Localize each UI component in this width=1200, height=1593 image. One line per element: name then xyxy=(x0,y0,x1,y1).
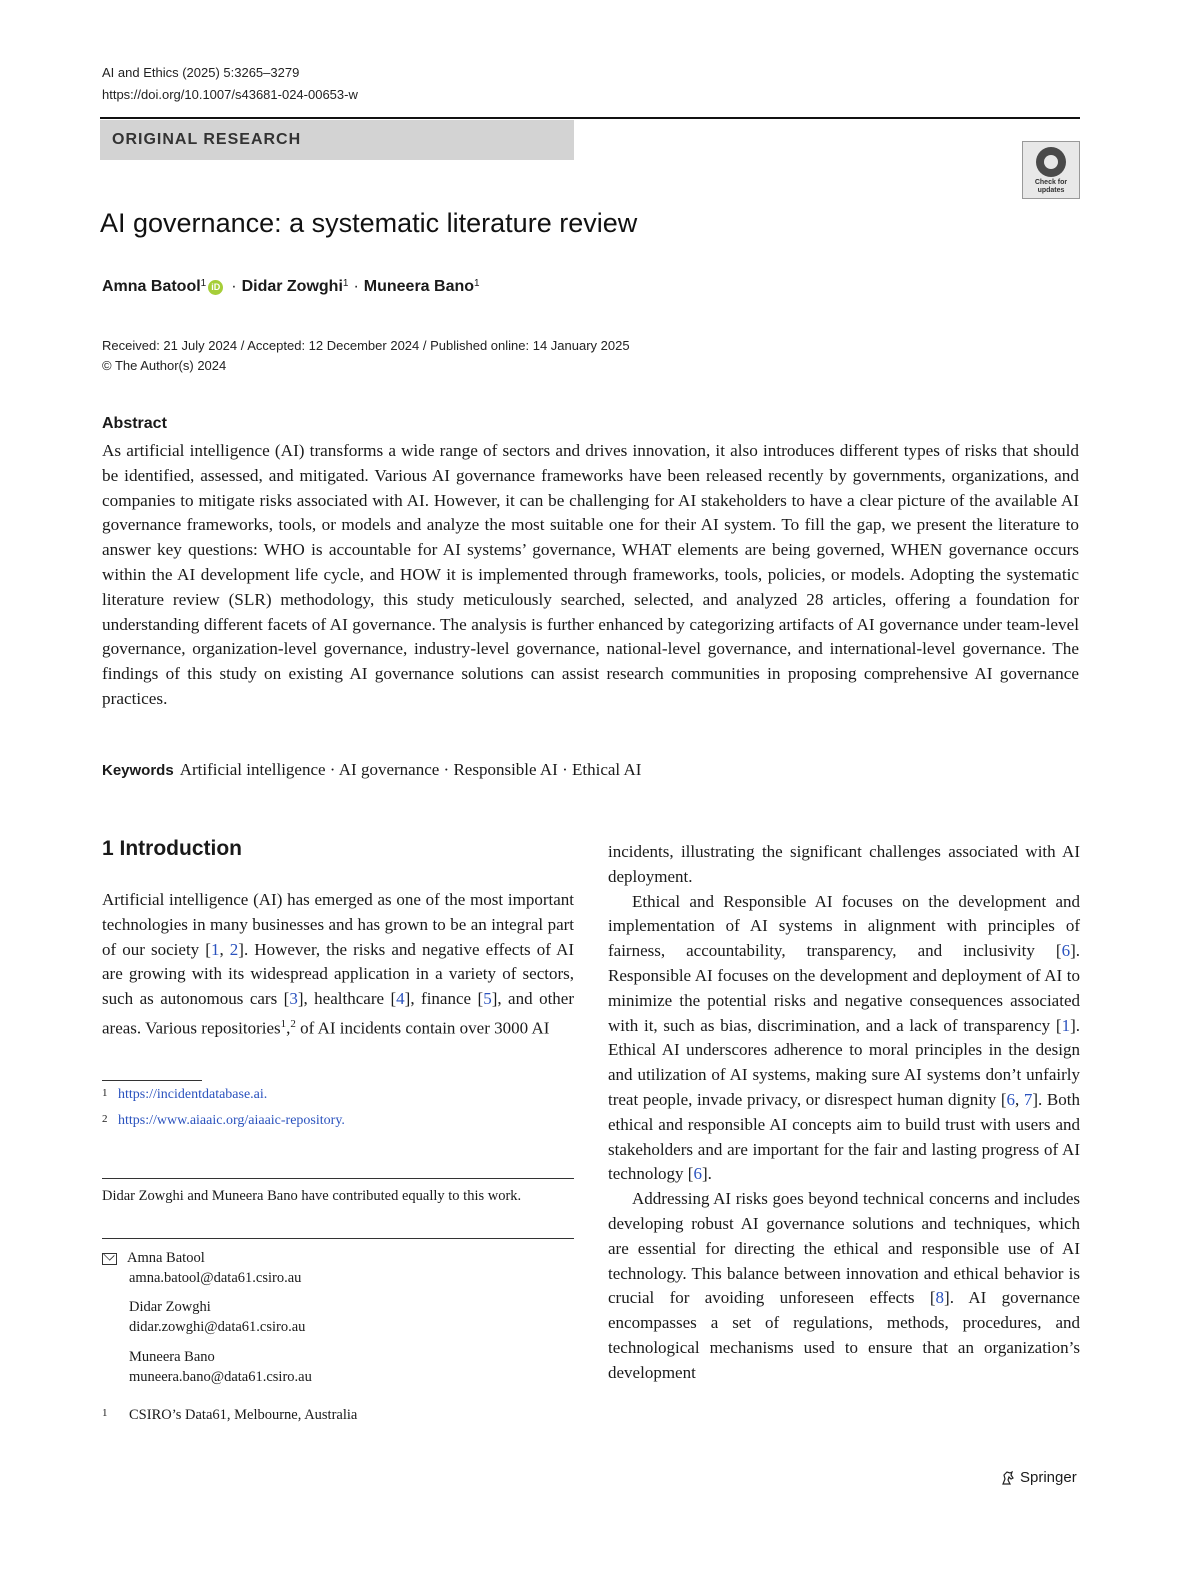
intro-paragraph: incidents, illustrating the significant challenges associated with AI deployment. xyxy=(608,842,1080,886)
copyright: © The Author(s) 2024 xyxy=(102,358,227,373)
contact-entry xyxy=(102,1347,312,1387)
citation-link[interactable]: 2 xyxy=(229,939,239,959)
contact-name: Amna Batool xyxy=(127,1250,205,1266)
footnote-rule xyxy=(102,1080,202,1081)
footnote xyxy=(102,1113,345,1129)
doi-link[interactable]: https://doi.org/10.1007/s43681-024-00653-w xyxy=(102,87,358,102)
affiliation xyxy=(102,1407,357,1424)
citation-link[interactable]: 6 xyxy=(1061,941,1071,961)
keywords xyxy=(102,760,641,780)
citation-link[interactable]: 5 xyxy=(483,989,492,1009)
citation-link[interactable]: 1 xyxy=(210,939,220,959)
author-affiliation-mark: 1 xyxy=(342,278,349,289)
section-label: ORIGINAL RESEARCH xyxy=(112,131,302,148)
author-name[interactable]: Muneera Bano xyxy=(363,278,475,295)
intro-left-column: Artificial intelligence (AI) has emerged as one of the most important technologies in many businesses and has grown to be an integral part of our society [1, 2]. However, the risks and negative effects of AI are growing with its widespread application in a variety of sectors, such as autonomous cars [3], healthcare [4], finance [5], and other areas. Various repositories$^1$,$^2$ of AI incidents contain over 3000 AI xyxy=(102,890,575,1038)
equal-contribution-note: Didar Zowghi and Muneera Bano have contributed equally to this work. xyxy=(102,1188,522,1204)
contact-name: Muneera Bano xyxy=(129,1349,215,1365)
check-for-updates-badge[interactable] xyxy=(1022,141,1080,199)
header-rule xyxy=(100,117,1080,119)
contact-email[interactable]: amna.batool@data61.csiro.au xyxy=(129,1270,302,1286)
check-updates-icon xyxy=(1036,147,1066,177)
footnote-number: 1 xyxy=(102,1087,108,1099)
author-separator: · xyxy=(231,278,237,295)
corresponding-author xyxy=(102,1248,301,1288)
springer-horse-icon xyxy=(1000,1470,1016,1486)
contact-email[interactable]: didar.zowghi@data61.csiro.au xyxy=(129,1319,306,1335)
publication-dates: Received: 21 July 2024 / Accepted: 12 December 2024 / Published online: 14 January 2025 xyxy=(102,338,630,353)
intro-paragraph: Ethical and Responsible AI focuses on the development and implementation of AI systems in alignment with principles of fairness, accountability, transparency, and inclusivity [6]. Responsible AI focuses on the development and deployment of AI to minimize the potential risks and negative consequences associated with it, such as bias, discrimination, and a lack of transparency [1]. Ethical AI underscores adherence to moral principles in the design and utilization of AI systems, making sure AI systems don’t unfairly treat people, invade privacy, or disrespect human dignity [6, 7]. Both ethical and responsible AI concepts aim to build trust with users and stakeholders and are important for the fair and lasting progress of AI technology [6]. xyxy=(608,891,1080,1184)
citation-link[interactable]: 6 xyxy=(1006,1089,1015,1109)
publisher-name: Springer xyxy=(1020,1469,1077,1486)
author-separator: · xyxy=(353,278,359,295)
badge-text: Check for updates xyxy=(1034,179,1068,194)
journal-citation: AI and Ethics (2025) 5:3265–3279 xyxy=(102,65,300,80)
keywords-list: Artificial intelligence · AI governance · Responsible AI · Ethical AI xyxy=(179,760,642,779)
divider xyxy=(102,1238,574,1239)
citation-link[interactable]: 7 xyxy=(1023,1089,1033,1109)
abstract-body: As artificial intelligence (AI) transforms a wide range of sectors and drives innovation, it also introduces different types of risks that should be identified, assessed, and mitigated. Various AI governance frameworks have been released recently by governments, organizations, and companies to mitigate risks associated with AI. However, it can be challenging for AI stakeholders to have a clear picture of the available AI governance frameworks, tools, or models and analyze the most suitable one for their AI system. To fill the gap, we present the literature to answer key questions: WHO is accountable for AI systems’ governance, WHAT elements are being governed, WHEN governance occurs within the AI development life cycle, and HOW it is implemented through frameworks, tools, policies, or models. Adopting the systematic literature review (SLR) methodology, this study meticulously searched, selected, and analyzed 28 articles, offering a foundation for understanding different facets of AI governance. The analysis is further enhanced by categorizing artifacts of AI governance under team-level governance, organization-level governance, industry-level governance, national-level governance, and international-level governance. The findings of this study on existing AI governance solutions can assist research communities in proposing comprehensive AI governance practices. xyxy=(102,441,1079,708)
citation-link[interactable]: 1 xyxy=(1061,1015,1071,1035)
author-list xyxy=(102,278,480,296)
author-affiliation-mark: 1 xyxy=(474,278,480,289)
footnote-link[interactable]: https://incidentdatabase.ai. xyxy=(118,1087,268,1102)
citation-link[interactable]: 6 xyxy=(693,1164,702,1184)
footnote-link[interactable]: https://www.aiaaic.org/aiaaic-repository. xyxy=(118,1113,345,1128)
citation-link[interactable]: 4 xyxy=(396,989,405,1009)
citation-link[interactable]: 8 xyxy=(935,1288,945,1308)
author-name[interactable]: Didar Zowghi xyxy=(241,278,343,295)
intro-right-column xyxy=(608,840,1080,1386)
affiliation-text: CSIRO’s Data61, Melbourne, Australia xyxy=(129,1407,358,1423)
author-name[interactable]: Amna Batool xyxy=(102,278,201,295)
author-affiliation-mark: 1 xyxy=(200,278,207,289)
publisher-logo xyxy=(1000,1469,1077,1486)
envelope-icon xyxy=(102,1253,117,1265)
divider xyxy=(102,1178,574,1179)
affiliation-number: 1 xyxy=(102,1407,108,1419)
footnote-number: 2 xyxy=(102,1113,108,1125)
abstract-heading: Abstract xyxy=(102,415,167,432)
orcid-icon[interactable]: iD xyxy=(208,280,223,295)
contact-entry xyxy=(102,1297,305,1337)
keywords-label: Keywords xyxy=(102,762,174,779)
footnote-ref[interactable]: 1 xyxy=(280,1017,287,1030)
footnote-ref[interactable]: 2 xyxy=(290,1017,296,1030)
section-heading-introduction: 1 Introduction xyxy=(102,837,242,860)
contact-name: Didar Zowghi xyxy=(129,1299,211,1315)
contact-email[interactable]: muneera.bano@data61.csiro.au xyxy=(129,1369,312,1385)
footnote xyxy=(102,1087,267,1103)
section-band xyxy=(100,120,574,160)
intro-paragraph: Addressing AI risks goes beyond technical concerns and includes developing robust AI governance solutions and techniques, which are essential for directing the ethical and responsible use of AI technology. This balance between innovation and ethical behavior is crucial for avoiding unforeseen effects [8]. AI governance encompasses a set of regulations, methods, procedures, and technological mechanisms used to ensure that an organization’s development xyxy=(608,1189,1080,1382)
citation-link[interactable]: 3 xyxy=(289,989,298,1009)
paper-title: AI governance: a systematic literature review xyxy=(100,208,638,238)
